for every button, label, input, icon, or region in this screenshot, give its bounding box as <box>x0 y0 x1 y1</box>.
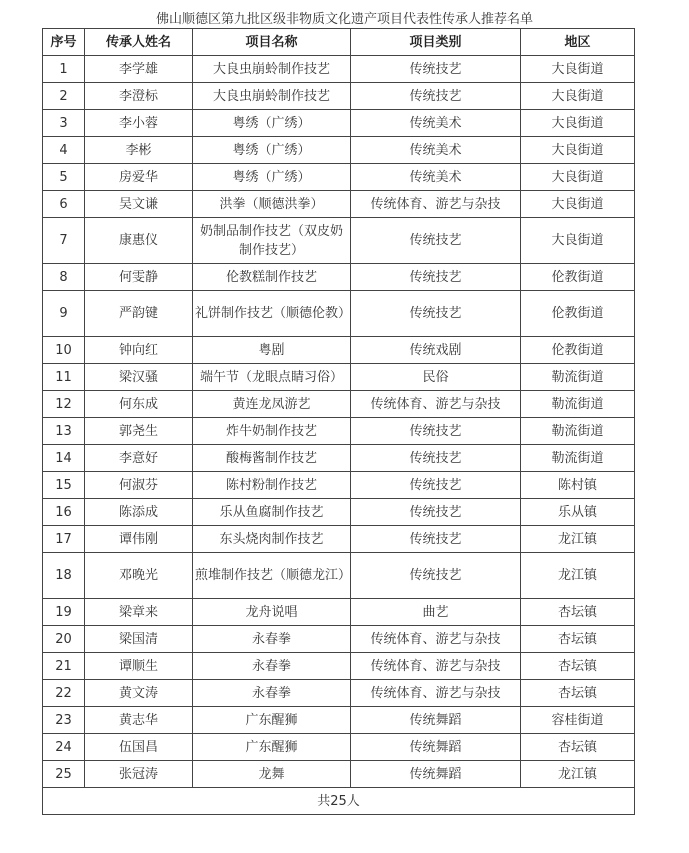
table-row <box>43 56 635 83</box>
cell-area: 勒流街道 <box>521 418 635 445</box>
cell-category: 传统体育、游艺与杂技 <box>351 653 521 680</box>
cell-no: 23 <box>43 707 85 734</box>
cell-no: 1 <box>43 56 85 83</box>
cell-area: 龙江镇 <box>521 526 635 553</box>
table-row <box>43 761 635 788</box>
cell-project: 陈村粉制作技艺 <box>193 472 351 499</box>
header-no: 序号 <box>43 29 85 56</box>
cell-project: 粤剧 <box>193 337 351 364</box>
table-row <box>43 364 635 391</box>
cell-project: 洪拳（顺德洪拳） <box>193 191 351 218</box>
cell-name: 吴文谦 <box>85 191 193 218</box>
cell-project: 黄连龙凤游艺 <box>193 391 351 418</box>
cell-name: 房爱华 <box>85 164 193 191</box>
cell-name: 李彬 <box>85 137 193 164</box>
table-row <box>43 110 635 137</box>
cell-name: 黄志华 <box>85 707 193 734</box>
cell-name: 何东成 <box>85 391 193 418</box>
cell-name: 梁汉骚 <box>85 364 193 391</box>
table-row <box>43 653 635 680</box>
cell-project: 粤绣（广绣） <box>193 110 351 137</box>
cell-area: 杏坛镇 <box>521 734 635 761</box>
cell-no: 20 <box>43 626 85 653</box>
cell-no: 12 <box>43 391 85 418</box>
cell-category: 传统美术 <box>351 137 521 164</box>
cell-area: 大良街道 <box>521 56 635 83</box>
table-row <box>43 680 635 707</box>
cell-area: 大良街道 <box>521 137 635 164</box>
table-row <box>43 218 635 264</box>
table-row <box>43 264 635 291</box>
table-row <box>43 191 635 218</box>
header-row <box>43 29 635 56</box>
cell-project: 端午节（龙眼点睛习俗） <box>193 364 351 391</box>
cell-project: 永春拳 <box>193 680 351 707</box>
table-row <box>43 626 635 653</box>
table-row <box>43 164 635 191</box>
cell-name: 伍国昌 <box>85 734 193 761</box>
cell-name: 李小蓉 <box>85 110 193 137</box>
cell-project: 永春拳 <box>193 653 351 680</box>
cell-project: 广东醒狮 <box>193 734 351 761</box>
cell-no: 25 <box>43 761 85 788</box>
cell-category: 传统体育、游艺与杂技 <box>351 680 521 707</box>
cell-no: 24 <box>43 734 85 761</box>
cell-category: 传统技艺 <box>351 291 521 337</box>
cell-category: 传统技艺 <box>351 264 521 291</box>
document-title: 佛山顺德区第九批区级非物质文化遗产项目代表性传承人推荐名单 <box>155 12 533 27</box>
cell-category: 传统戏剧 <box>351 337 521 364</box>
cell-no: 4 <box>43 137 85 164</box>
cell-no: 22 <box>43 680 85 707</box>
cell-name: 郭尧生 <box>85 418 193 445</box>
cell-category: 民俗 <box>351 364 521 391</box>
cell-area: 乐从镇 <box>521 499 635 526</box>
cell-project: 大良虫崩蛉制作技艺 <box>193 56 351 83</box>
cell-name: 严韵键 <box>85 291 193 337</box>
cell-category: 传统技艺 <box>351 445 521 472</box>
total-count: 共25人 <box>43 788 635 815</box>
header-name: 传承人姓名 <box>85 29 193 56</box>
table-row <box>43 499 635 526</box>
cell-project: 广东醒狮 <box>193 707 351 734</box>
cell-project: 礼饼制作技艺（顺德伦教） <box>193 291 351 337</box>
cell-area: 勒流街道 <box>521 391 635 418</box>
table-row <box>43 445 635 472</box>
cell-category: 传统技艺 <box>351 472 521 499</box>
cell-name: 陈添成 <box>85 499 193 526</box>
cell-area: 勒流街道 <box>521 445 635 472</box>
cell-no: 17 <box>43 526 85 553</box>
cell-project: 龙舞 <box>193 761 351 788</box>
cell-category: 传统技艺 <box>351 553 521 599</box>
cell-area: 龙江镇 <box>521 761 635 788</box>
cell-category: 传统技艺 <box>351 56 521 83</box>
cell-project: 炸牛奶制作技艺 <box>193 418 351 445</box>
cell-area: 大良街道 <box>521 83 635 110</box>
cell-project: 伦教糕制作技艺 <box>193 264 351 291</box>
cell-area: 杏坛镇 <box>521 653 635 680</box>
cell-area: 大良街道 <box>521 110 635 137</box>
cell-area: 龙江镇 <box>521 553 635 599</box>
footer-row <box>43 788 635 815</box>
cell-no: 3 <box>43 110 85 137</box>
cell-project: 龙舟说唱 <box>193 599 351 626</box>
cell-category: 传统体育、游艺与杂技 <box>351 626 521 653</box>
cell-no: 14 <box>43 445 85 472</box>
cell-no: 10 <box>43 337 85 364</box>
table-row <box>43 707 635 734</box>
cell-area: 勒流街道 <box>521 364 635 391</box>
header-category: 项目类别 <box>351 29 521 56</box>
cell-name: 李意好 <box>85 445 193 472</box>
cell-no: 18 <box>43 553 85 599</box>
table-row <box>43 291 635 337</box>
cell-project: 大良虫崩蛉制作技艺 <box>193 83 351 110</box>
cell-area: 杏坛镇 <box>521 599 635 626</box>
table-row <box>43 83 635 110</box>
cell-project: 东头烧肉制作技艺 <box>193 526 351 553</box>
cell-area: 杏坛镇 <box>521 626 635 653</box>
table-row <box>43 553 635 599</box>
table-row <box>43 734 635 761</box>
table-row <box>43 391 635 418</box>
cell-category: 传统技艺 <box>351 418 521 445</box>
cell-area: 伦教街道 <box>521 264 635 291</box>
header-area: 地区 <box>521 29 635 56</box>
cell-name: 何淑芬 <box>85 472 193 499</box>
table-row <box>43 418 635 445</box>
cell-area: 大良街道 <box>521 218 635 264</box>
table-row <box>43 526 635 553</box>
cell-name: 谭顺生 <box>85 653 193 680</box>
cell-no: 16 <box>43 499 85 526</box>
cell-no: 5 <box>43 164 85 191</box>
cell-category: 传统技艺 <box>351 218 521 264</box>
cell-project: 乐从鱼腐制作技艺 <box>193 499 351 526</box>
cell-project: 酸梅酱制作技艺 <box>193 445 351 472</box>
cell-category: 传统舞蹈 <box>351 707 521 734</box>
cell-category: 传统美术 <box>351 110 521 137</box>
cell-no: 2 <box>43 83 85 110</box>
cell-no: 9 <box>43 291 85 337</box>
cell-project: 奶制品制作技艺（双皮奶制作技艺） <box>193 218 351 264</box>
cell-category: 曲艺 <box>351 599 521 626</box>
cell-name: 康惠仪 <box>85 218 193 264</box>
cell-category: 传统舞蹈 <box>351 734 521 761</box>
cell-no: 21 <box>43 653 85 680</box>
cell-category: 传统技艺 <box>351 526 521 553</box>
cell-project: 粤绣（广绣） <box>193 164 351 191</box>
header-project: 项目名称 <box>193 29 351 56</box>
cell-name: 黄文涛 <box>85 680 193 707</box>
cell-name: 邓晚光 <box>85 553 193 599</box>
cell-category: 传统美术 <box>351 164 521 191</box>
cell-area: 大良街道 <box>521 191 635 218</box>
cell-no: 15 <box>43 472 85 499</box>
cell-category: 传统体育、游艺与杂技 <box>351 191 521 218</box>
cell-area: 容桂街道 <box>521 707 635 734</box>
cell-name: 梁章来 <box>85 599 193 626</box>
table-row <box>43 337 635 364</box>
cell-no: 11 <box>43 364 85 391</box>
cell-area: 伦教街道 <box>521 291 635 337</box>
cell-category: 传统舞蹈 <box>351 761 521 788</box>
cell-project: 粤绣（广绣） <box>193 137 351 164</box>
cell-name: 李学雄 <box>85 56 193 83</box>
cell-no: 7 <box>43 218 85 264</box>
cell-name: 何雯静 <box>85 264 193 291</box>
cell-category: 传统技艺 <box>351 499 521 526</box>
cell-project: 永春拳 <box>193 626 351 653</box>
table-row <box>43 599 635 626</box>
cell-name: 张冠涛 <box>85 761 193 788</box>
recommendation-table <box>42 28 635 815</box>
cell-category: 传统技艺 <box>351 83 521 110</box>
cell-area: 伦教街道 <box>521 337 635 364</box>
cell-no: 19 <box>43 599 85 626</box>
cell-name: 钟向红 <box>85 337 193 364</box>
cell-project: 煎堆制作技艺（顺德龙江） <box>193 553 351 599</box>
table-row <box>43 137 635 164</box>
cell-area: 杏坛镇 <box>521 680 635 707</box>
cell-name: 梁国清 <box>85 626 193 653</box>
cell-name: 李澄标 <box>85 83 193 110</box>
cell-no: 8 <box>43 264 85 291</box>
cell-area: 大良街道 <box>521 164 635 191</box>
cell-no: 6 <box>43 191 85 218</box>
cell-category: 传统体育、游艺与杂技 <box>351 391 521 418</box>
cell-area: 陈村镇 <box>521 472 635 499</box>
cell-no: 13 <box>43 418 85 445</box>
table-row <box>43 472 635 499</box>
cell-name: 谭伟刚 <box>85 526 193 553</box>
